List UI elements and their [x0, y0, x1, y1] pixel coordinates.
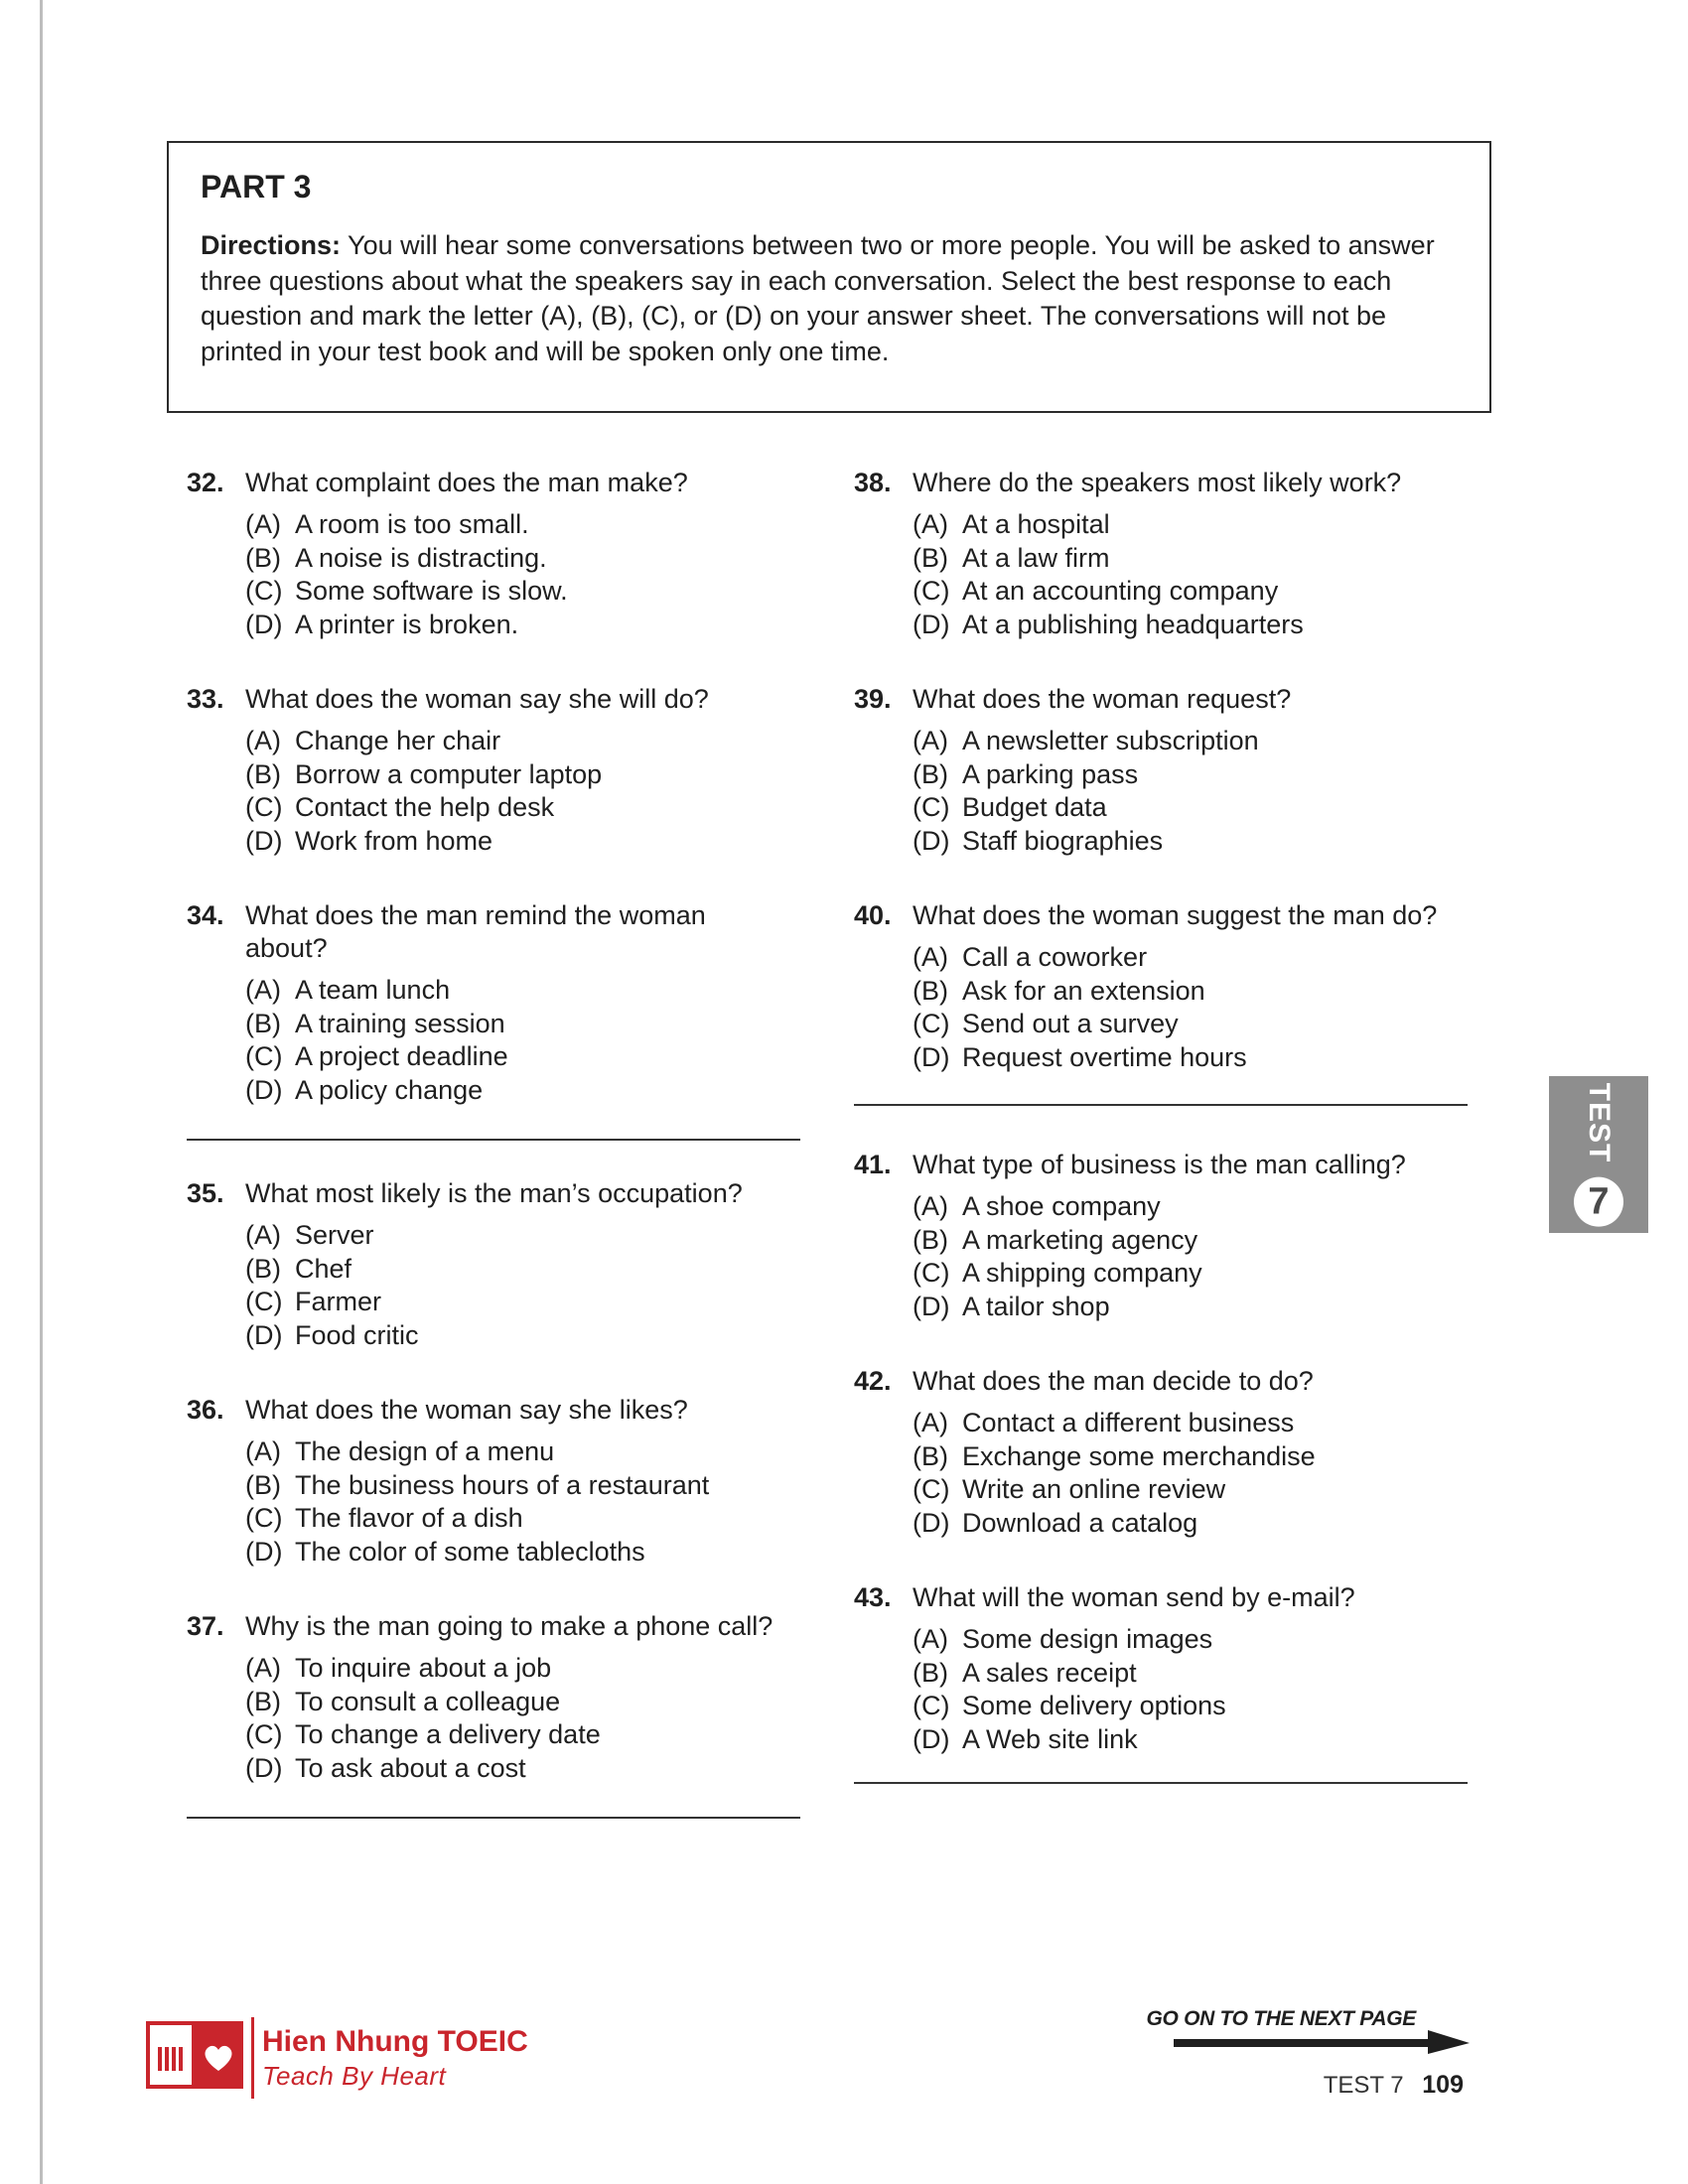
answer-option: [245, 1686, 802, 1719]
question-text: What most likely is the man’s occupation?: [245, 1178, 743, 1208]
answer-option: [913, 1190, 1470, 1224]
test-tab-content: [1574, 1083, 1623, 1227]
option-letter: (B): [913, 1440, 948, 1471]
option-text: Some delivery options: [962, 1691, 1226, 1720]
next-page-indicator: [1146, 2007, 1472, 2057]
scan-edge: [40, 0, 43, 2184]
answer-options: [913, 1190, 1470, 1323]
answer-option: [245, 1469, 802, 1503]
answer-option: [245, 1253, 802, 1287]
answer-options: [913, 508, 1470, 641]
question-number: 40.: [854, 900, 892, 930]
questions-right-column-lower: [854, 1149, 1470, 1756]
question-text: What does the woman say she likes?: [245, 1395, 688, 1425]
option-letter: (B): [245, 758, 281, 789]
directions-label: Directions:: [201, 230, 342, 260]
answer-option: [913, 1008, 1470, 1041]
answer-option: [245, 974, 802, 1008]
option-text: At a hospital: [962, 509, 1110, 539]
brand-tagline: Teach By Heart: [262, 2061, 447, 2091]
option-text: A marketing agency: [962, 1224, 1198, 1255]
option-text: To change a delivery date: [295, 1719, 601, 1749]
option-letter: (A): [245, 509, 281, 539]
question-38: [854, 467, 1470, 641]
option-letter: (D): [913, 1507, 950, 1538]
option-text: Contact the help desk: [295, 792, 555, 822]
question-text: What does the man decide to do?: [913, 1366, 1314, 1396]
option-letter: (D): [245, 1074, 283, 1105]
answer-option: [245, 609, 802, 642]
answer-option: [913, 575, 1470, 609]
arrow-right-icon: [1174, 2030, 1472, 2054]
question-37: [187, 1610, 802, 1785]
option-text: A room is too small.: [295, 509, 529, 539]
test-side-tab: [1549, 1076, 1648, 1233]
question-39: [854, 683, 1470, 858]
option-text: A noise is distracting.: [295, 542, 547, 573]
page-number: 109: [1422, 2071, 1464, 2099]
answer-option: [245, 1219, 802, 1253]
option-text: A project deadline: [295, 1041, 508, 1071]
option-text: Download a catalog: [962, 1507, 1198, 1538]
question-text: Where do the speakers most likely work?: [913, 468, 1402, 497]
answer-option: [913, 758, 1470, 792]
footer-test-label: TEST 7: [1323, 2072, 1404, 2099]
option-letter: (D): [913, 825, 950, 856]
option-letter: (A): [913, 1624, 948, 1654]
question-number: 36.: [187, 1395, 224, 1425]
answer-option: [913, 508, 1470, 542]
answer-options: [245, 1652, 802, 1785]
test-tab-label: TEST: [1583, 1082, 1616, 1163]
option-letter: (D): [245, 609, 283, 639]
question-text: What complaint does the man make?: [245, 468, 688, 497]
option-text: A Web site link: [962, 1723, 1138, 1754]
answer-option: [245, 725, 802, 758]
option-letter: (C): [245, 1287, 283, 1316]
option-letter: (A): [913, 509, 948, 539]
option-letter: (A): [245, 1653, 281, 1683]
answer-option: [245, 508, 802, 542]
option-letter: (C): [245, 1719, 283, 1749]
option-letter: (A): [913, 726, 948, 755]
question-number: 37.: [187, 1611, 224, 1641]
question-43: [854, 1581, 1470, 1756]
option-letter: (B): [913, 1657, 948, 1688]
answer-option: [913, 825, 1470, 859]
option-text: Contact a different business: [962, 1408, 1295, 1437]
option-text: Call a coworker: [962, 942, 1148, 972]
option-letter: (D): [913, 1291, 950, 1321]
option-text: Borrow a computer laptop: [295, 758, 603, 789]
option-text: A printer is broken.: [295, 609, 519, 639]
question-41: [854, 1149, 1470, 1323]
questions-left-column: [187, 467, 802, 1107]
answer-option: [245, 575, 802, 609]
answer-options: [245, 974, 802, 1107]
option-text: Staff biographies: [962, 825, 1164, 856]
logo-separator: [251, 2017, 254, 2099]
answer-option: [245, 1718, 802, 1752]
question-text: What does the man remind the woman about?: [245, 900, 706, 963]
option-letter: (A): [913, 1191, 948, 1221]
question-42: [854, 1365, 1470, 1540]
option-text: Farmer: [295, 1287, 381, 1316]
option-text: The color of some tablecloths: [295, 1536, 645, 1567]
option-text: Send out a survey: [962, 1009, 1179, 1038]
option-text: Exchange some merchandise: [962, 1440, 1316, 1471]
answer-option: [245, 791, 802, 825]
book-heart-icon: [145, 2013, 244, 2093]
option-letter: (C): [913, 1474, 950, 1504]
questions-left-column-lower: [187, 1177, 802, 1785]
section-divider: [854, 1782, 1468, 1784]
question-number: 38.: [854, 468, 892, 497]
answer-options: [245, 1435, 802, 1569]
answer-option: [913, 975, 1470, 1009]
answer-option: [245, 1435, 802, 1469]
option-text: A parking pass: [962, 758, 1139, 789]
option-letter: (B): [245, 1008, 281, 1038]
option-letter: (A): [245, 726, 281, 755]
answer-options: [913, 1623, 1470, 1756]
answer-option: [913, 1507, 1470, 1541]
option-letter: (C): [913, 1009, 950, 1038]
directions-box: [167, 141, 1491, 413]
answer-option: [913, 725, 1470, 758]
test-tab-number: 7: [1574, 1176, 1623, 1226]
answer-option: [913, 1257, 1470, 1291]
question-text: What does the woman suggest the man do?: [913, 900, 1438, 930]
question-number: 41.: [854, 1150, 892, 1179]
answer-options: [245, 725, 802, 858]
answer-option: [913, 1407, 1470, 1440]
answer-options: [913, 1407, 1470, 1540]
option-text: To inquire about a job: [295, 1653, 552, 1683]
answer-option: [245, 1536, 802, 1570]
answer-option: [913, 1224, 1470, 1258]
option-letter: (C): [913, 576, 950, 606]
option-letter: (A): [245, 975, 281, 1005]
option-letter: (D): [913, 1723, 950, 1754]
question-32: [187, 467, 802, 641]
option-text: Food critic: [295, 1319, 419, 1350]
question-text: What does the woman request?: [913, 684, 1292, 714]
option-letter: (D): [913, 609, 950, 639]
option-text: Change her chair: [295, 726, 501, 755]
option-text: Chef: [295, 1253, 352, 1284]
option-text: A sales receipt: [962, 1657, 1137, 1688]
option-letter: (D): [245, 1536, 283, 1567]
question-33: [187, 683, 802, 858]
option-letter: (A): [913, 942, 948, 972]
option-text: At an accounting company: [962, 576, 1279, 606]
question-number: 43.: [854, 1582, 892, 1612]
answer-option: [245, 825, 802, 859]
option-text: Ask for an extension: [962, 975, 1205, 1006]
questions-right-column: [854, 467, 1470, 1074]
option-letter: (A): [913, 1408, 948, 1437]
option-letter: (C): [245, 1503, 283, 1533]
option-text: Write an online review: [962, 1474, 1226, 1504]
part-title: PART 3: [201, 169, 312, 205]
option-text: Request overtime hours: [962, 1041, 1247, 1072]
section-divider: [187, 1139, 800, 1141]
answer-option: [913, 1473, 1470, 1507]
option-text: To ask about a cost: [295, 1752, 526, 1783]
answer-option: [913, 1291, 1470, 1324]
question-34: [187, 899, 802, 1107]
option-letter: (C): [245, 1041, 283, 1071]
answer-option: [913, 941, 1470, 975]
option-text: Budget data: [962, 792, 1107, 822]
question-36: [187, 1394, 802, 1569]
answer-option: [245, 1040, 802, 1074]
next-page-text: GO ON TO THE NEXT PAGE: [1146, 2007, 1416, 2030]
answer-option: [245, 1752, 802, 1786]
option-text: A shipping company: [962, 1258, 1202, 1288]
option-letter: (B): [913, 758, 948, 789]
option-letter: (B): [245, 542, 281, 573]
answer-option: [913, 542, 1470, 576]
option-letter: (D): [913, 1041, 950, 1072]
option-letter: (C): [245, 792, 283, 822]
option-letter: (C): [913, 1691, 950, 1720]
option-letter: (C): [913, 792, 950, 822]
question-number: 39.: [854, 684, 892, 714]
option-text: A policy change: [295, 1074, 484, 1105]
option-text: A newsletter subscription: [962, 726, 1259, 755]
option-letter: (B): [913, 975, 948, 1006]
option-text: At a publishing headquarters: [962, 609, 1304, 639]
answer-option: [913, 1623, 1470, 1657]
answer-option: [245, 1502, 802, 1536]
question-number: 33.: [187, 684, 224, 714]
question-text: Why is the man going to make a phone call?: [245, 1611, 774, 1641]
answer-option: [245, 542, 802, 576]
question-text: What type of business is the man calling?: [913, 1150, 1406, 1179]
answer-option: [245, 758, 802, 792]
page-footer: [1324, 2071, 1464, 2100]
option-text: The business hours of a restaurant: [295, 1469, 710, 1500]
option-text: Server: [295, 1220, 374, 1250]
brand-name: Hien Nhung TOEIC: [262, 2025, 528, 2058]
option-letter: (A): [245, 1220, 281, 1250]
question-35: [187, 1177, 802, 1352]
answer-option: [245, 1286, 802, 1319]
option-letter: (B): [913, 1224, 948, 1255]
answer-option: [913, 1690, 1470, 1723]
option-text: At a law firm: [962, 542, 1110, 573]
option-text: A training session: [295, 1008, 505, 1038]
answer-option: [913, 609, 1470, 642]
question-number: 32.: [187, 468, 224, 497]
option-letter: (B): [245, 1253, 281, 1284]
option-text: A team lunch: [295, 975, 451, 1005]
answer-option: [913, 1440, 1470, 1474]
answer-option: [245, 1319, 802, 1353]
answer-option: [913, 791, 1470, 825]
option-text: The design of a menu: [295, 1436, 555, 1466]
option-text: Some design images: [962, 1624, 1213, 1654]
answer-options: [913, 725, 1470, 858]
answer-options: [245, 1219, 802, 1352]
answer-option: [245, 1008, 802, 1041]
question-number: 42.: [854, 1366, 892, 1396]
answer-option: [245, 1074, 802, 1108]
section-divider: [854, 1104, 1468, 1106]
option-letter: (B): [245, 1469, 281, 1500]
option-letter: (B): [913, 542, 948, 573]
directions-body: You will hear some conversations between two or more people. You will be asked to answer three questions about what the speakers say in each conversation. Select the best response to each question and mark the letter (A), (B), (C), or (D) on your answer sheet. The conversations will not be printed in your test book and will be spoken only one time.: [201, 230, 1435, 366]
option-letter: (D): [245, 1752, 283, 1783]
option-letter: (A): [245, 1436, 281, 1466]
option-letter: (C): [245, 576, 283, 606]
answer-options: [245, 508, 802, 641]
section-divider: [187, 1817, 800, 1819]
option-text: Work from home: [295, 825, 493, 856]
option-text: A shoe company: [962, 1191, 1161, 1221]
answer-options: [913, 941, 1470, 1074]
option-text: A tailor shop: [962, 1291, 1110, 1321]
option-text: To consult a colleague: [295, 1686, 561, 1716]
question-text: What does the woman say she will do?: [245, 684, 709, 714]
question-number: 34.: [187, 900, 224, 930]
answer-option: [913, 1657, 1470, 1691]
directions-text: [201, 228, 1458, 369]
answer-option: [913, 1041, 1470, 1075]
question-40: [854, 899, 1470, 1074]
option-letter: (B): [245, 1686, 281, 1716]
answer-option: [245, 1652, 802, 1686]
option-letter: (C): [913, 1258, 950, 1288]
question-text: What will the woman send by e-mail?: [913, 1582, 1355, 1612]
option-letter: (D): [245, 825, 283, 856]
option-text: Some software is slow.: [295, 576, 568, 606]
question-number: 35.: [187, 1178, 224, 1208]
brand-logo: [145, 2013, 741, 2103]
option-letter: (D): [245, 1319, 283, 1350]
option-text: The flavor of a dish: [295, 1503, 523, 1533]
answer-option: [913, 1723, 1470, 1757]
